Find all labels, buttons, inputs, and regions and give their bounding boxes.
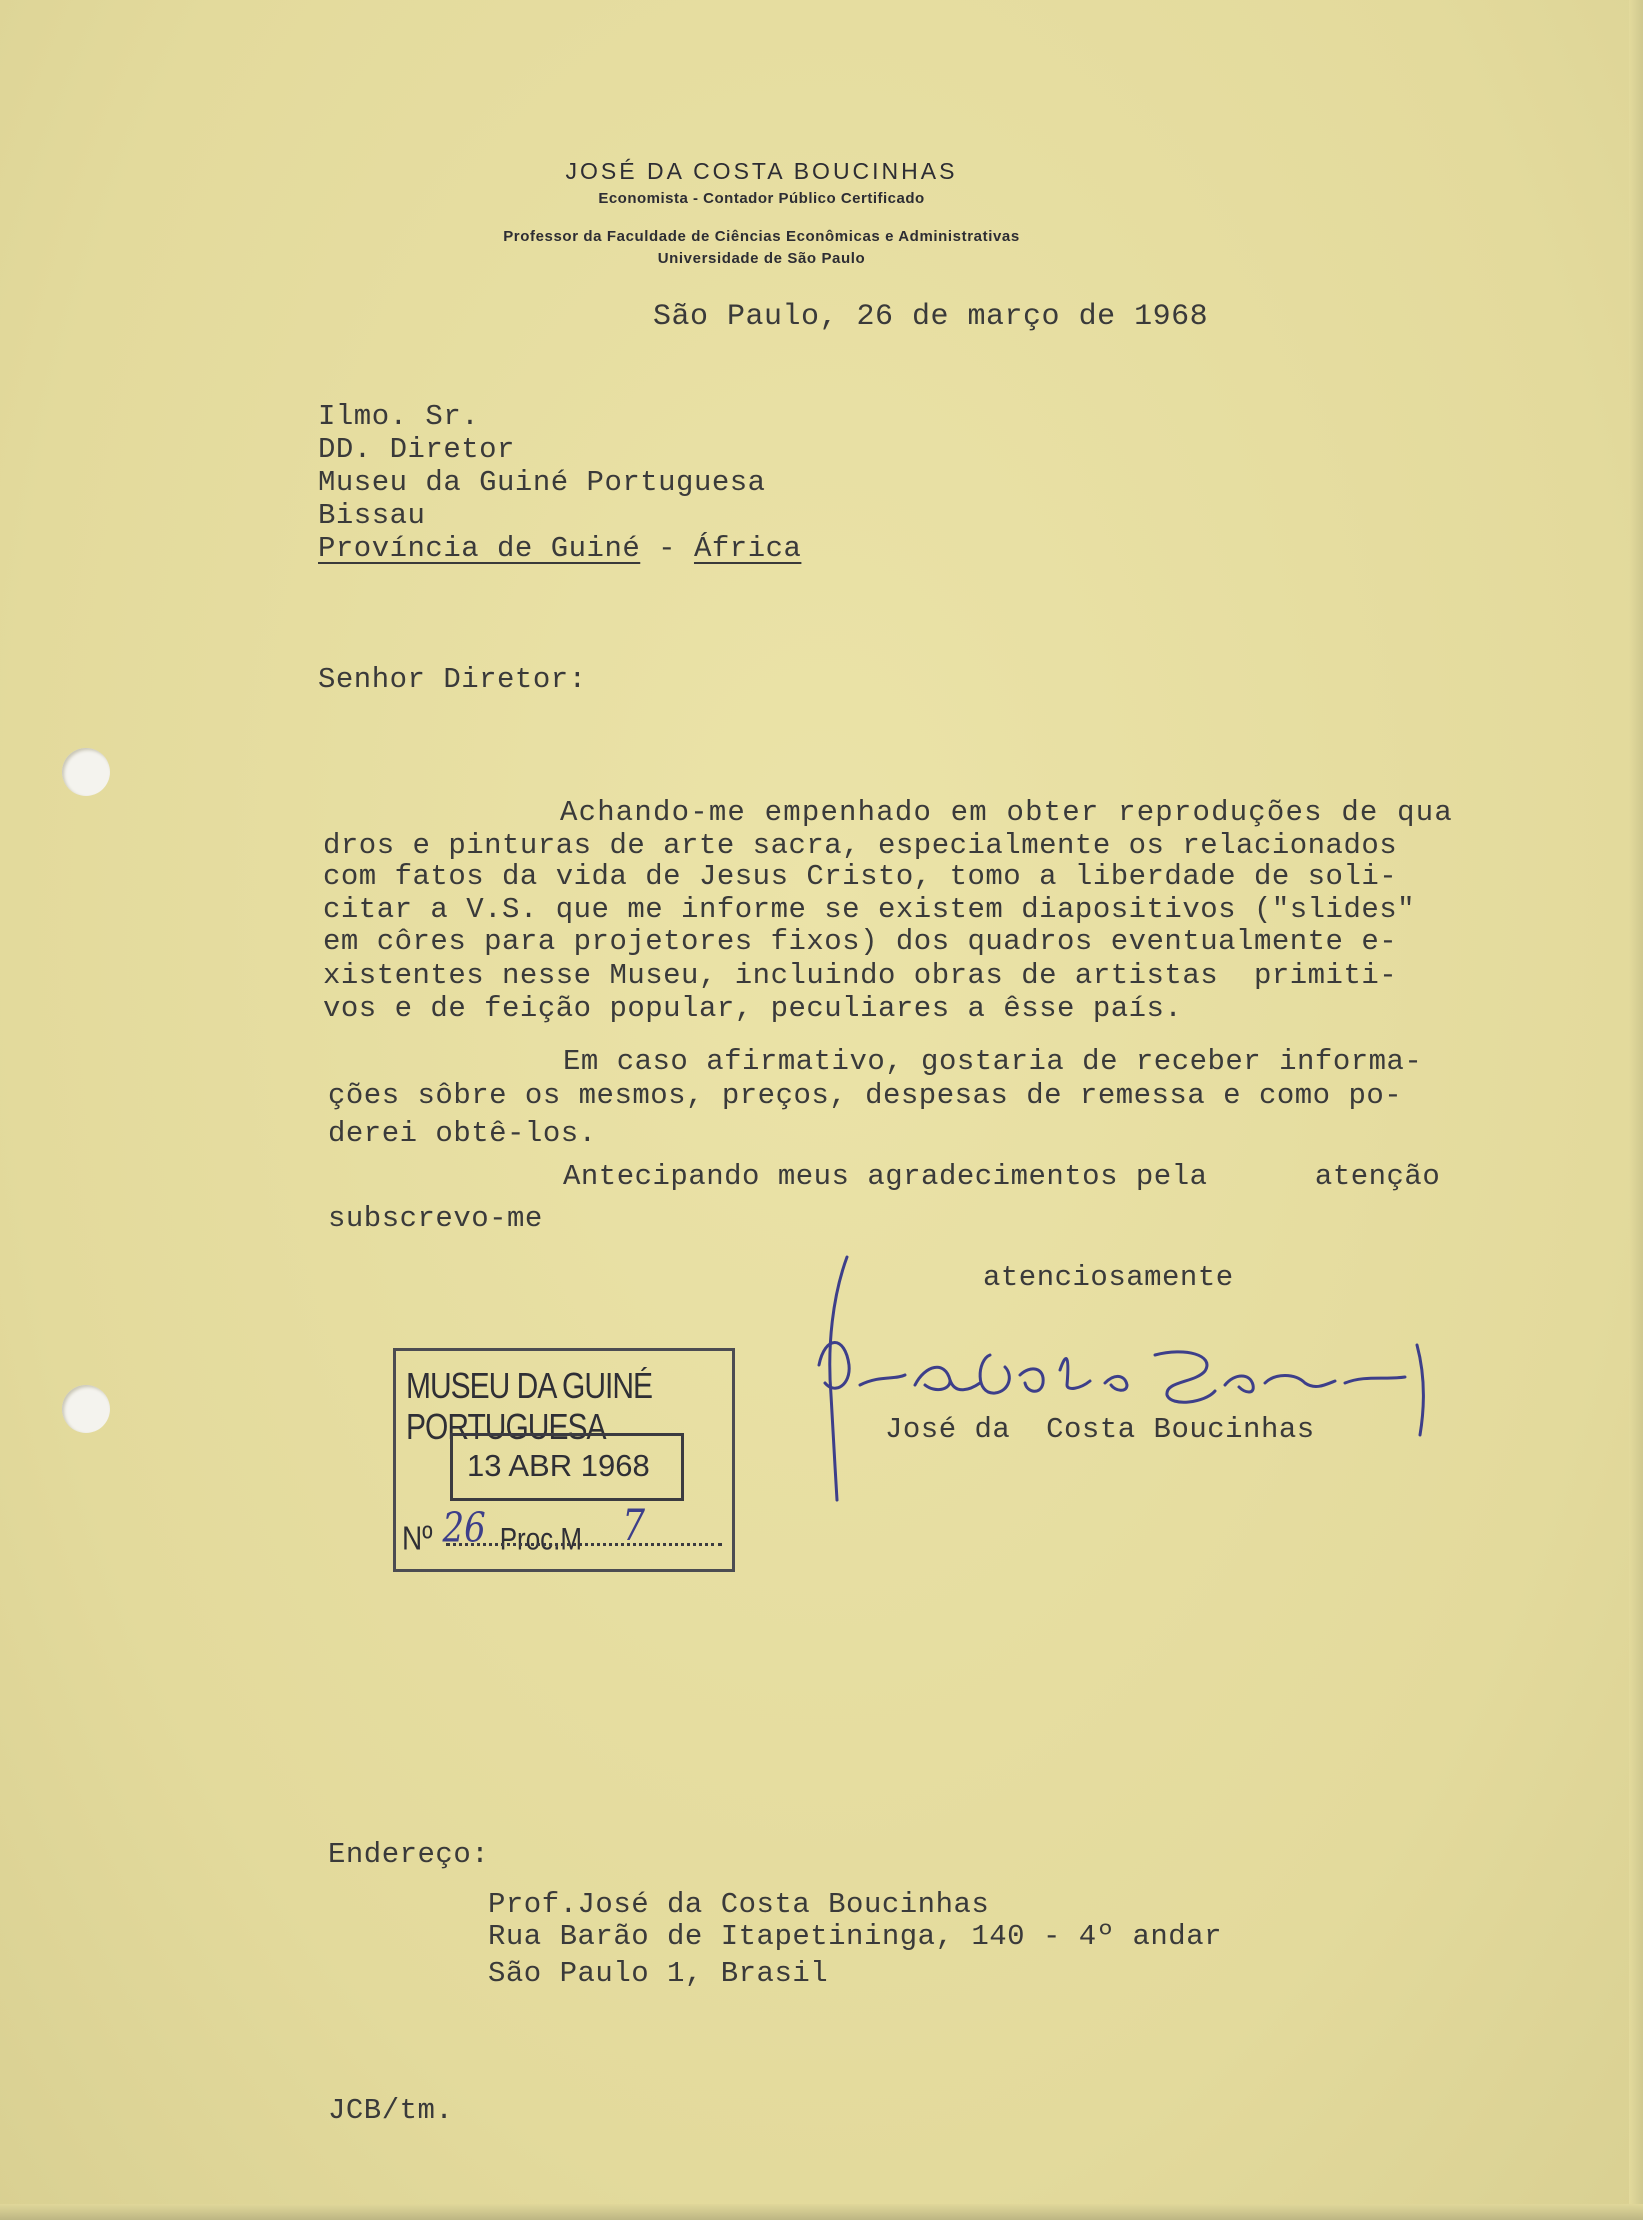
recipient-line-4: Bissau	[318, 499, 426, 532]
body-line: subscrevo-me	[328, 1202, 543, 1235]
paper-edge-bottom	[0, 2204, 1643, 2220]
letter-date: São Paulo, 26 de março de 1968	[653, 300, 1209, 334]
museum-receipt-stamp	[393, 1348, 735, 1572]
address-line-2: Rua Barão de Itapetininga, 140 - 4º andar	[488, 1920, 1223, 1953]
body-line: dros e pinturas de arte sacra, especialmente os relacionados	[323, 829, 1398, 862]
body-line: xistentes nesse Museu, incluindo obras de artistas primiti-	[323, 959, 1398, 992]
letterhead-name: JOSÉ DA COSTA BOUCINHAS	[565, 158, 958, 184]
recipient-continent: África	[693, 532, 802, 565]
reference-initials: JCB/tm.	[328, 2094, 454, 2127]
letterhead-professor: Professor da Faculdade de Ciências Econômicas e Administrativas	[503, 228, 1020, 245]
body-line: derei obtê-los.	[328, 1117, 597, 1150]
recipient-line-5	[318, 532, 801, 565]
punch-hole-bottom	[62, 1385, 110, 1433]
address-line-3: São Paulo 1, Brasil	[488, 1957, 829, 1990]
body-line: em côres para projetores fixos) dos quadros eventualmente e-	[323, 925, 1398, 958]
stamp-dotted-line	[446, 1543, 722, 1546]
salutation: Senhor Diretor:	[318, 663, 587, 696]
stamp-number-label: Nº	[402, 1519, 433, 1557]
stamp-title: MUSEU DA GUINÉ PORTUGUESA	[406, 1367, 653, 1448]
recipient-province: Província de Guiné	[318, 532, 641, 565]
body-line: Em caso afirmativo, gostaria de receber informa-	[563, 1045, 1423, 1078]
stamp-date: 13 ABR 1968	[467, 1448, 650, 1483]
punch-hole-top	[62, 748, 110, 796]
body-line: ções sôbre os mesmos, preços, despesas de remessa e como po-	[328, 1079, 1403, 1112]
paper-edge-right	[1629, 0, 1643, 2220]
stamp-proc-value: 7	[622, 1501, 645, 1551]
recipient-line-3: Museu da Guiné Portuguesa	[318, 466, 766, 499]
stamp-number-row	[402, 1501, 645, 1560]
body-line: Antecipando meus agradecimentos pela atenção	[563, 1160, 1441, 1193]
signature-name: José da Costa Boucinhas	[885, 1413, 1315, 1446]
letterhead-university: Universidade de São Paulo	[657, 250, 866, 267]
body-line: Achando-me empenhado em obter reproduções de qua	[560, 796, 1453, 829]
recipient-separator: -	[640, 532, 694, 565]
recipient-line-1: Ilmo. Sr.	[318, 400, 480, 433]
stamp-proc-label: Proc.M	[499, 1520, 583, 1557]
stamp-date-box	[450, 1433, 684, 1501]
closing: atenciosamente	[983, 1261, 1234, 1294]
body-line: vos e de feição popular, peculiares a êsse país.	[323, 992, 1183, 1025]
body-line: com fatos da vida de Jesus Cristo, tomo a liberdade de soli-	[323, 860, 1398, 893]
address-label: Endereço:	[328, 1838, 490, 1871]
body-line: citar a V.S. que me informe se existem diapositivos ("slides"	[323, 893, 1416, 926]
handwritten-signature	[805, 1255, 1495, 1505]
stamp-number-value: 26	[442, 1505, 486, 1553]
recipient-line-2: DD. Diretor	[318, 433, 515, 466]
address-line-1: Prof.José da Costa Boucinhas	[488, 1888, 990, 1921]
letterhead-subtitle: Economista - Contador Público Certificado	[598, 190, 925, 207]
